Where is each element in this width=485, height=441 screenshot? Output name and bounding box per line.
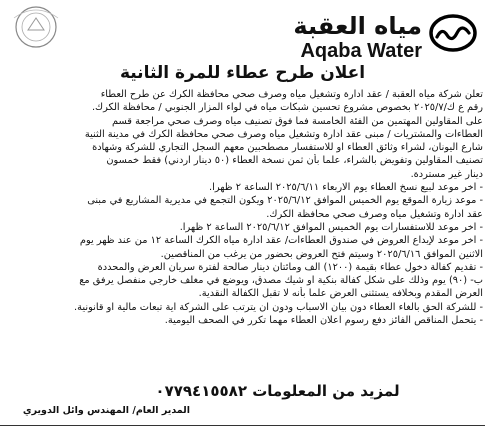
body-line: الاثنين الموافق ٢٠٢٥/٦/١٦ وسيتم فتح العروض بحضور من يرغب من المناقصين. [160, 248, 483, 260]
terms [0, 301, 485, 328]
body-line: - تقديم كفالة دخول عطاء بقيمة (١٢٠٠) الف ومائتان دينار صالحة لفترة سريان العرض والمحددة [97, 261, 483, 273]
company-logo [293, 3, 480, 67]
crest-stamp-icon [6, 4, 66, 50]
body-line: تصنيف المقاولين وتفويض بالشراء، علما بأن ثمن نسخة العطاء (٥٠ دينار اردني) فقط خمسون [106, 155, 483, 167]
bid-bond [0, 261, 485, 301]
company-name-arabic: مياه العقبة [293, 12, 422, 40]
body-line: - يتحمل المناقص الفائز دفع رسوم اعلان العطاء مهما تكرر في الصحف اليومية. [164, 315, 483, 327]
body-line: تعلن شركة مياه العقبة / عقد ادارة وتشغيل مياه وصرف صحي محافظة الكرك عن طرح العطاء [100, 89, 483, 100]
sale-deadline [0, 181, 485, 194]
body-line: عقد ادارة وتشغيل مياه وصرف صحي محافظة الكرك. [266, 208, 483, 220]
body-line: دينار غير مستردة. [410, 168, 483, 180]
submission-deadline [0, 234, 485, 261]
company-name-english: Aqaba Water [300, 40, 422, 62]
announcement-body [0, 88, 485, 384]
site-visit [0, 194, 485, 221]
body-line: رقم ع ك/٢٠٢٥/٧ بخصوص مشروع تحسين شبكات مياه في لواء المزار الجنوبي / محافظة الكرك. [91, 102, 483, 114]
contact-info: لمزيد من المعلومات ٠٧٧٩٤١٥٥٨٢ [155, 382, 400, 400]
intro-paragraph [0, 88, 485, 181]
body-line: العطاءات والمشتريات / مبنى عقد ادارة وتشغيل مياه وصرف صحي محافظة الكرك في مدينة الثنية [84, 128, 483, 140]
signature: المدير العام/ المهندس وائل الدويري [22, 405, 190, 416]
body-line: - للشركة الحق بالغاء العطاء دون بيان الاسباب ودون ان يترتب على الشركة اية تبعات مالية او قانونية. [74, 301, 483, 313]
announcement-title: اعلان طرح عطاء للمرة الثانية [119, 63, 366, 83]
body-line: - موعد زيارة الموقع يوم الخميس الموافق ٢٠٢٥/٦/١٢ ويكون التجمع في مديرية المشاريع في مبنى [87, 195, 483, 207]
body-line: العرض المقدم وبخلافه يستثنى العرض علما بأنه لا تقبل الكفالة النقدية. [198, 288, 483, 300]
inquiries-deadline [0, 221, 485, 234]
body-line: ب- (٩٠) يوم وذلك على شكل كفالة بنكية او شيك مصدق، ويوضع في مغلف خارجي منفصل يرفق مع [79, 275, 483, 287]
body-line: على المقاولين المهتمين من الفئة الخامسة فما فوق تصنيف مياه وصرف صحي مراجعة قسم [112, 115, 483, 127]
body-line: - اخر موعد للاستفسارات يوم الخميس الموافق ٢٠٢٥/٦/١٢ الساعة ٢ ظهرا. [179, 221, 483, 233]
body-line: - اخر موعد لبيع نسخ العطاء يوم الاربعاء ٢٠٢٥/٦/١١ الساعة ٢ ظهرا. [209, 182, 483, 194]
body-line: شارع اليونان، لشراء وثائق العطاء او للاستفسار مصطحبين معهم السجل التجاري للشركة وشهادة [92, 142, 483, 154]
divider [0, 425, 485, 426]
wave-circle-icon [428, 13, 478, 53]
body-line: - اخر موعد لإيداع العروض في صندوق العطاءات/ عقد ادارة مياه الكرك الساعة ١٢ من عند ظهر يوم [79, 235, 483, 247]
